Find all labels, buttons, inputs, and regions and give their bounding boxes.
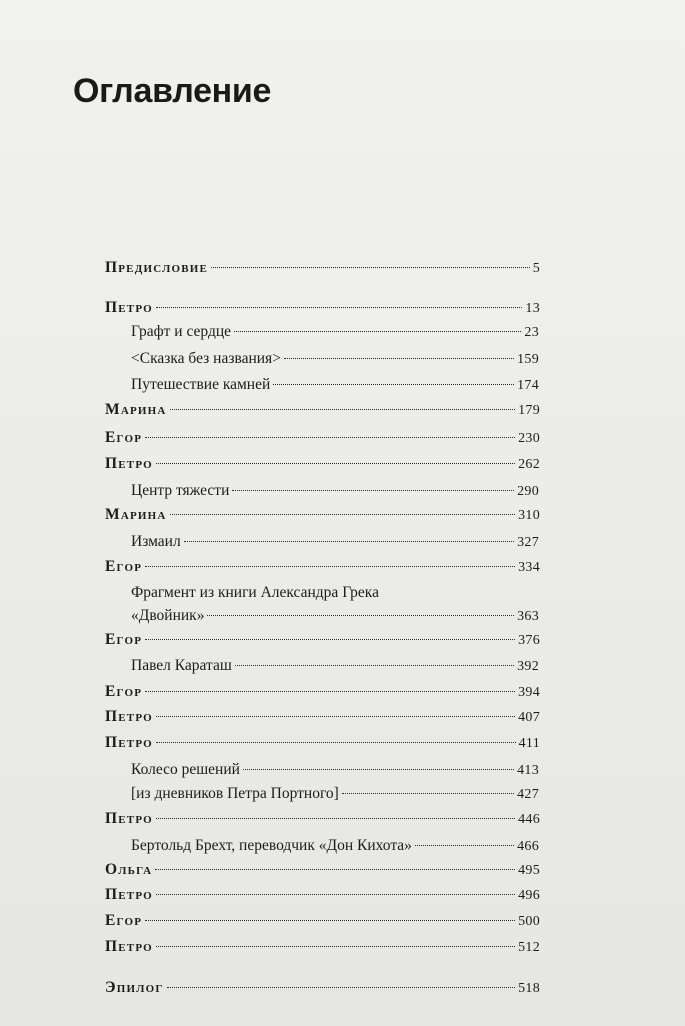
toc-entry-title: Эпилог bbox=[105, 979, 164, 996]
toc-entry bbox=[131, 760, 539, 781]
toc-entry bbox=[131, 836, 539, 857]
dot-leader bbox=[232, 490, 514, 491]
toc-entry bbox=[131, 784, 539, 805]
toc-entry-title: Егор bbox=[105, 429, 143, 446]
dot-leader bbox=[184, 541, 514, 542]
dot-leader bbox=[156, 818, 515, 819]
toc-entry-title: <Сказка без названия> bbox=[131, 350, 281, 367]
toc-entry bbox=[131, 656, 539, 677]
toc-entry-title: Графт и сердце bbox=[131, 323, 232, 340]
toc-entry-page: 495 bbox=[518, 863, 540, 878]
toc-entry bbox=[105, 885, 540, 906]
toc-entry-title: Центр тяжести bbox=[131, 482, 230, 499]
toc-entry bbox=[105, 733, 540, 754]
dot-leader bbox=[145, 691, 515, 692]
toc-entry-page: 518 bbox=[518, 981, 540, 996]
dot-leader bbox=[235, 665, 514, 666]
toc-entry-page: 23 bbox=[524, 325, 539, 340]
page-title: Оглавление bbox=[73, 72, 272, 110]
toc-entry-page: 376 bbox=[518, 633, 540, 648]
toc-entry-page: 5 bbox=[532, 261, 540, 276]
toc-entry-page: 290 bbox=[517, 484, 539, 499]
dot-leader bbox=[156, 716, 515, 717]
toc-entry-page: 230 bbox=[518, 431, 540, 446]
dot-leader bbox=[145, 566, 515, 567]
dot-leader bbox=[156, 742, 516, 743]
dot-leader bbox=[156, 463, 515, 464]
toc-entry-page: 466 bbox=[517, 839, 539, 854]
toc-entry bbox=[105, 809, 540, 830]
toc-entry-title: Петро bbox=[105, 938, 153, 955]
toc-entry-page: 174 bbox=[517, 378, 539, 393]
dot-leader bbox=[156, 307, 522, 308]
toc-entry bbox=[131, 606, 539, 627]
toc-entry bbox=[105, 860, 540, 881]
toc-entry bbox=[105, 454, 540, 475]
toc-entry-title: Фрагмент из книги Александра Грека bbox=[131, 584, 379, 601]
dot-leader bbox=[273, 384, 514, 385]
toc-entry-page: 262 bbox=[518, 457, 540, 472]
dot-leader bbox=[207, 615, 514, 616]
toc-entry-title: Марина bbox=[105, 506, 167, 523]
toc-entry-page: 427 bbox=[517, 787, 539, 802]
toc-entry bbox=[131, 532, 539, 553]
toc-entry bbox=[131, 349, 539, 370]
dot-leader bbox=[145, 639, 515, 640]
toc-entry bbox=[105, 298, 540, 319]
dot-leader bbox=[234, 331, 521, 332]
toc-entry-page: 334 bbox=[518, 560, 540, 575]
toc-entry-page: 413 bbox=[517, 763, 539, 778]
toc-entry bbox=[105, 682, 540, 703]
toc-entry bbox=[131, 322, 539, 343]
toc-entry-title: Ольга bbox=[105, 861, 153, 878]
toc-entry bbox=[131, 481, 539, 502]
dot-leader bbox=[156, 946, 515, 947]
dot-leader bbox=[155, 869, 515, 870]
toc-entry-page: 363 bbox=[517, 609, 539, 624]
toc-entry-page: 394 bbox=[518, 685, 540, 700]
toc-entry-title: Петро bbox=[105, 708, 153, 725]
toc-entry-title: [из дневников Петра Портного] bbox=[131, 785, 339, 802]
toc-entry-title: Егор bbox=[105, 683, 143, 700]
toc-entry-title: Путешествие камней bbox=[131, 376, 271, 393]
toc-entry-title: «Двойник» bbox=[131, 607, 205, 624]
toc-entry-title: Павел Караташ bbox=[131, 657, 232, 674]
dot-leader bbox=[284, 358, 514, 359]
toc-entry-title: Петро bbox=[105, 455, 153, 472]
dot-leader bbox=[145, 920, 515, 921]
dot-leader bbox=[342, 793, 514, 794]
toc-entry-page: 13 bbox=[525, 301, 540, 316]
toc-entry-page: 327 bbox=[517, 535, 539, 550]
toc-entry-title: Егор bbox=[105, 631, 143, 648]
dot-leader bbox=[415, 845, 514, 846]
toc-entry-page: 446 bbox=[518, 812, 540, 827]
toc-entry bbox=[105, 428, 540, 449]
toc-entry-page: 411 bbox=[518, 736, 540, 751]
toc-entry bbox=[105, 707, 540, 728]
toc-entry bbox=[105, 557, 540, 578]
toc-entry-title: Бертольд Брехт, переводчик «Дон Кихота» bbox=[131, 837, 412, 854]
toc-entry bbox=[105, 400, 540, 421]
dot-leader bbox=[167, 987, 516, 988]
toc-entry-title: Егор bbox=[105, 912, 143, 929]
toc-entry-title: Петро bbox=[105, 810, 153, 827]
toc-entry bbox=[105, 911, 540, 932]
toc-entry-title: Петро bbox=[105, 734, 153, 751]
toc-entry bbox=[105, 937, 540, 958]
toc-entry-title: Колесо решений bbox=[131, 761, 240, 778]
toc-entry bbox=[105, 630, 540, 651]
dot-leader bbox=[145, 437, 515, 438]
toc-entry bbox=[105, 505, 540, 526]
dot-leader bbox=[211, 267, 530, 268]
toc-entry-page: 496 bbox=[518, 888, 540, 903]
toc-entry-page: 500 bbox=[518, 914, 540, 929]
toc-entry-page: 159 bbox=[517, 352, 539, 367]
toc-entry-title: Петро bbox=[105, 299, 153, 316]
toc-entry-title: Предисловие bbox=[105, 259, 209, 276]
dot-leader bbox=[170, 514, 516, 515]
toc-entry bbox=[105, 978, 540, 999]
toc-entry-page: 179 bbox=[518, 403, 540, 418]
toc-entry-page: 512 bbox=[518, 940, 540, 955]
toc-entry-page: 392 bbox=[517, 659, 539, 674]
toc-entry-title: Марина bbox=[105, 401, 167, 418]
toc-entry bbox=[131, 375, 539, 396]
toc-entry-page: 310 bbox=[518, 508, 540, 523]
toc-entry-page: 407 bbox=[518, 710, 540, 725]
toc-entry-title: Петро bbox=[105, 886, 153, 903]
toc-entry-title: Измаил bbox=[131, 533, 181, 550]
dot-leader bbox=[170, 409, 516, 410]
dot-leader bbox=[156, 894, 515, 895]
toc-entry bbox=[105, 258, 540, 279]
dot-leader bbox=[243, 769, 514, 770]
toc-entry-title: Егор bbox=[105, 558, 143, 575]
